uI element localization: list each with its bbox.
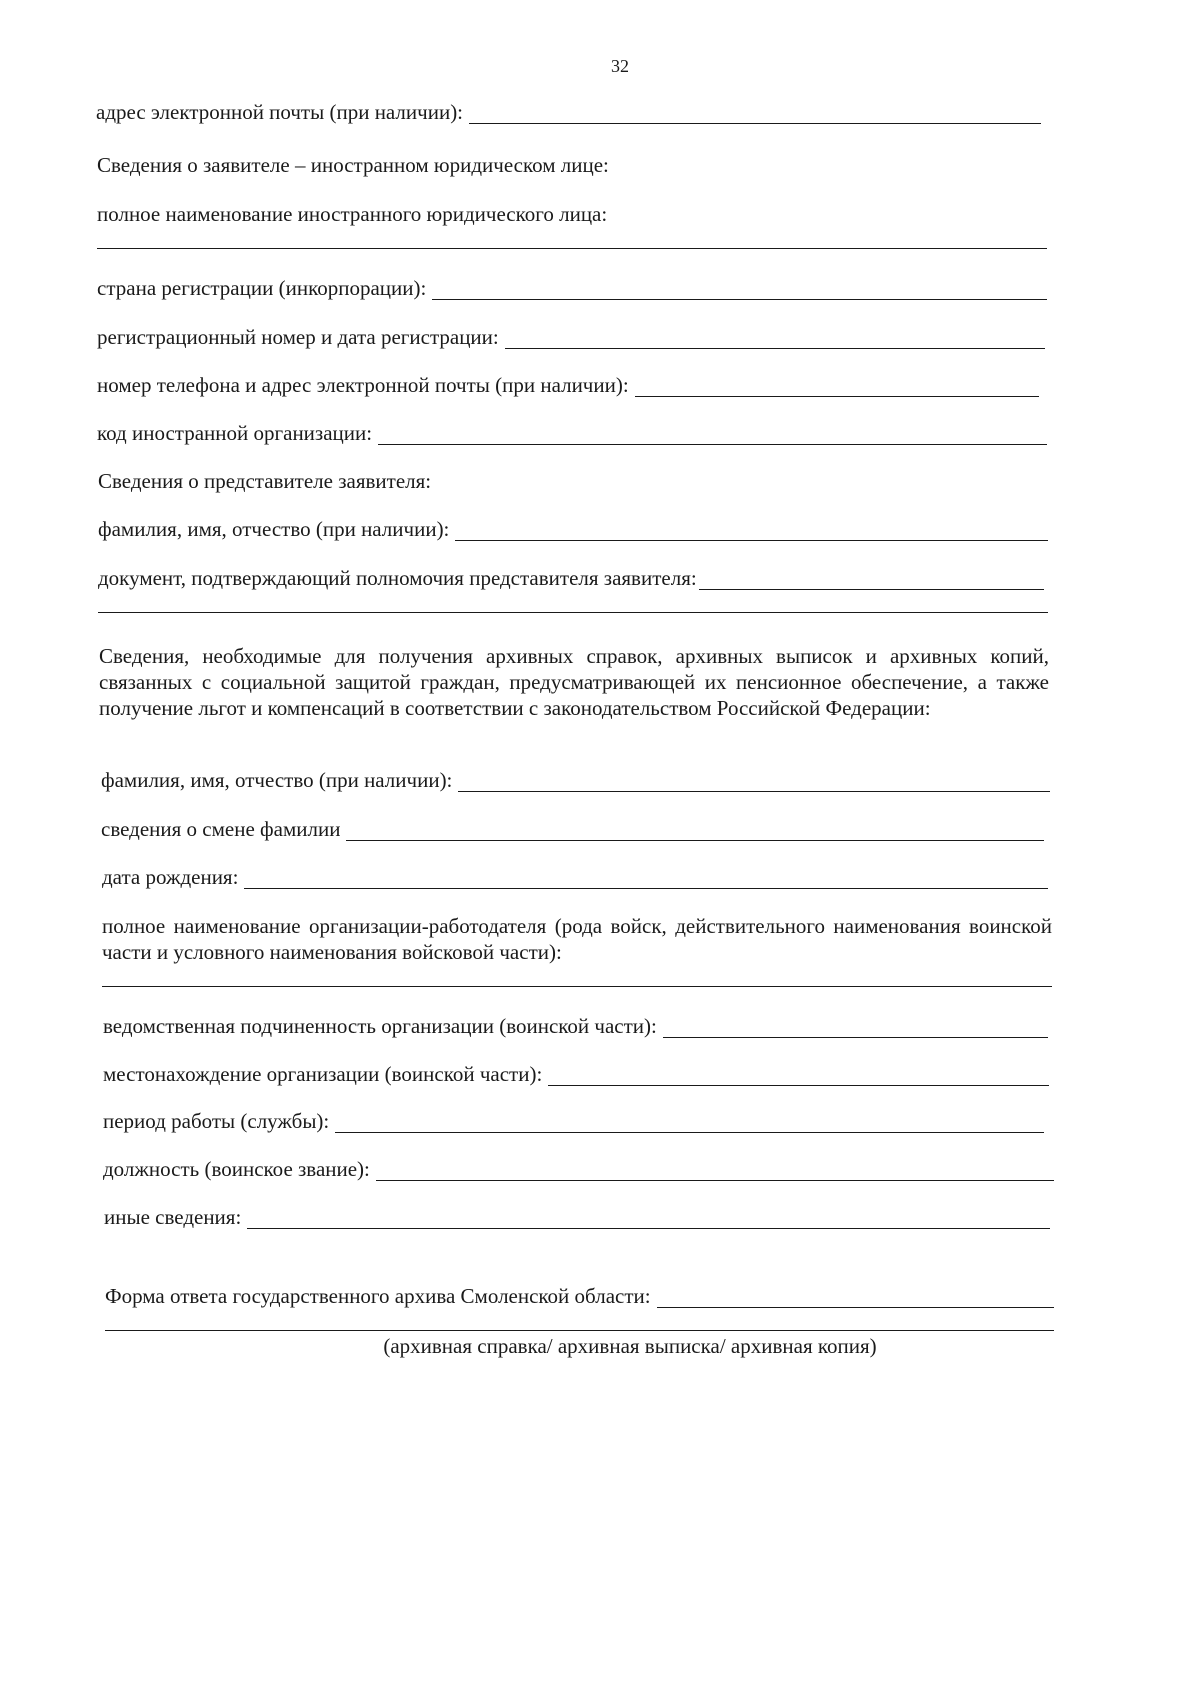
surname-change-input-line[interactable] <box>346 822 1044 841</box>
authority-doc-label: документ, подтверждающий полномочия представителя заявителя: <box>98 566 697 590</box>
country-input-line[interactable] <box>432 281 1047 300</box>
response-form-label: Форма ответа государственного архива Смоленской области: <box>105 1284 651 1308</box>
org-code-label: код иностранной организации: <box>97 421 373 445</box>
email-field[interactable] <box>96 100 1041 124</box>
country-label: страна регистрации (инкорпорации): <box>97 276 427 300</box>
org-code-field[interactable] <box>97 421 1047 445</box>
work-period-field[interactable] <box>103 1109 1044 1133</box>
response-form-line-2[interactable] <box>105 1330 1054 1331</box>
archive-info-paragraph: Сведения, необходимые для получения архивных справок, архивных выписок и архивных копий, связанных с социальной защитой граждан, предусматривающей их пенсионное обеспечение, а также получение льгот и компенсаций в соответствии с законодательством Российской Федерации: <box>99 644 1049 720</box>
employer-paragraph: полное наименование организации-работодателя (рода войск, действительного наименования воинской части и условного наименования войсковой части): <box>102 914 1052 964</box>
authority-doc-field[interactable] <box>98 566 1044 590</box>
surname-change-field[interactable] <box>101 817 1044 841</box>
reg-number-label: регистрационный номер и дата регистрации: <box>97 325 499 349</box>
other-info-field[interactable] <box>104 1205 1050 1229</box>
reg-number-input-line[interactable] <box>505 330 1045 349</box>
position-label: должность (воинское звание): <box>103 1157 370 1181</box>
phone-email-label: номер телефона и адрес электронной почты (при наличии): <box>97 373 629 397</box>
page-number: 32 <box>611 56 629 76</box>
authority-doc-input-line[interactable] <box>699 571 1044 590</box>
subordination-label: ведомственная подчиненность организации (воинской части): <box>103 1014 657 1038</box>
position-input-line[interactable] <box>376 1162 1054 1181</box>
location-input-line[interactable] <box>548 1067 1049 1086</box>
email-input-line[interactable] <box>469 105 1041 124</box>
foreign-entity-name-line[interactable] <box>97 248 1047 249</box>
response-form-input-line[interactable] <box>657 1289 1054 1308</box>
other-info-input-line[interactable] <box>247 1210 1050 1229</box>
foreign-entity-heading: Сведения о заявителе – иностранном юридическом лице: <box>97 153 609 177</box>
email-label: адрес электронной почты (при наличии): <box>96 100 464 124</box>
reg-number-field[interactable] <box>97 325 1045 349</box>
subordination-field[interactable] <box>103 1014 1048 1038</box>
location-label: местонахождение организации (воинской части): <box>103 1062 543 1086</box>
birth-date-input-line[interactable] <box>244 870 1048 889</box>
birth-date-field[interactable] <box>102 865 1048 889</box>
archive-fio-field[interactable] <box>101 768 1050 792</box>
other-info-label: иные сведения: <box>104 1205 242 1229</box>
country-field[interactable] <box>97 276 1047 300</box>
authority-doc-line-2[interactable] <box>98 612 1048 613</box>
position-field[interactable] <box>103 1157 1054 1181</box>
representative-fio-input-line[interactable] <box>455 522 1048 541</box>
work-period-label: период работы (службы): <box>103 1109 330 1133</box>
phone-email-input-line[interactable] <box>635 378 1039 397</box>
employer-input-line[interactable] <box>102 986 1052 987</box>
foreign-entity-name-label: полное наименование иностранного юридического лица: <box>97 202 608 226</box>
archive-fio-label: фамилия, имя, отчество (при наличии): <box>101 768 453 792</box>
representative-fio-field[interactable] <box>98 517 1048 541</box>
work-period-input-line[interactable] <box>335 1114 1044 1133</box>
representative-heading: Сведения о представителе заявителя: <box>98 469 432 493</box>
phone-email-field[interactable] <box>97 373 1039 397</box>
subordination-input-line[interactable] <box>663 1019 1048 1038</box>
representative-fio-label: фамилия, имя, отчество (при наличии): <box>98 517 450 541</box>
location-field[interactable] <box>103 1062 1049 1086</box>
surname-change-label: сведения о смене фамилии <box>101 817 341 841</box>
archive-fio-input-line[interactable] <box>458 773 1050 792</box>
org-code-input-line[interactable] <box>378 426 1047 445</box>
response-form-field[interactable] <box>105 1284 1054 1308</box>
response-form-caption: (архивная справка/ архивная выписка/ архивная копия) <box>383 1334 877 1358</box>
birth-date-label: дата рождения: <box>102 865 239 889</box>
